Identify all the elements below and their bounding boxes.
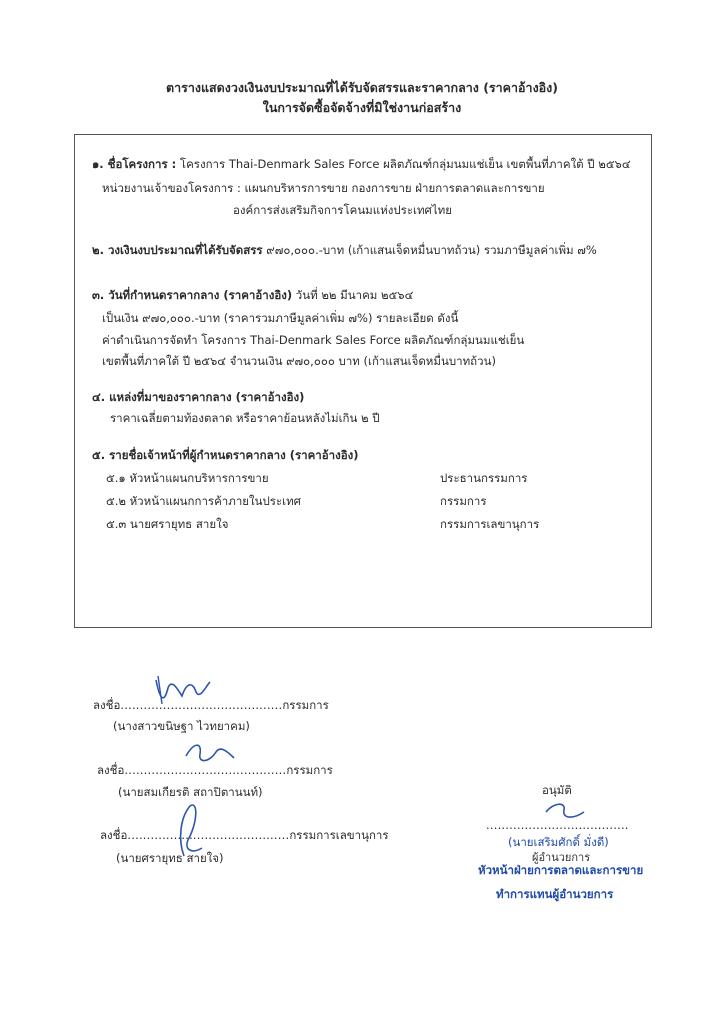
section3-line xyxy=(92,287,413,305)
member-role: ประธานกรรมการ xyxy=(440,471,528,485)
section1-unit-line1: หน่วยงานเจ้าของโครงการ : แผนกบริหารการขาย กองการขาย ฝ่ายการตลาดและการขาย xyxy=(102,181,545,195)
signature-1-prefix: ลงชื่อ xyxy=(93,698,121,712)
section1-project: โครงการ Thai-Denmark Sales Force ผลิตภัณฑ์กลุ่มนมแช่เย็น เขตพื้นที่ภาคใต้ ปี ๒๕๖๔ xyxy=(179,157,631,171)
member-role: กรรมการ xyxy=(440,494,487,508)
member-name: ๕.๒ หัวหน้าแผนกการค้าภายในประเทศ xyxy=(106,494,301,508)
section4-text: ราคาเฉลี่ยตามท้องตลาด หรือราคาย้อนหลังไม่เกิน ๒ ปี xyxy=(110,411,380,425)
section2-text: ๙๗๐,๐๐๐.-บาท (เก้าแสนเจ็ดหมื่นบาทถ้วน) รวมภาษีมูลค่าเพิ่ม ๗% xyxy=(266,243,597,257)
section2-line xyxy=(92,242,597,260)
signature-2-line xyxy=(97,762,333,780)
approval-name: (นายเสริมศักดิ์ มั่งดี) xyxy=(508,835,609,849)
section3-date: วันที่ ๒๒ มีนาคม ๒๕๖๔ xyxy=(295,288,414,302)
section4-label: ๔. แหล่งที่มาของราคากลาง (ราคาอ้างอิง) xyxy=(92,390,305,404)
section1-unit-line2: องค์การส่งเสริมกิจการโคนมแห่งประเทศไทย xyxy=(233,203,452,217)
approval-label: อนุมัติ xyxy=(542,783,572,797)
signature-1-role: กรรมการ xyxy=(282,698,329,712)
member-name: ๕.๓ นายศรายุทธ สายใจ xyxy=(106,517,229,531)
section1-label: ๑. ชื่อโครงการ : xyxy=(92,157,177,171)
signature-3-prefix: ลงชื่อ xyxy=(100,828,128,842)
signature-1-name: (นางสาวขนิษฐา ไวทยาคม) xyxy=(113,719,250,733)
signature-2-dots: .......................................... xyxy=(124,763,287,777)
approval-stamp-line2: ทำการแทนผู้อำนวยการ xyxy=(496,887,614,901)
member-name: ๕.๑ หัวหน้าแผนกบริหารการขาย xyxy=(106,471,269,485)
doc-title-line2: ในการจัดซื้อจัดจ้างที่มิใช่งานก่อสร้าง xyxy=(262,100,462,115)
signature-3-dots: .......................................... xyxy=(127,828,290,842)
signature-3-role: กรรมการเลขานุการ xyxy=(289,828,389,842)
doc-title-line1: ตารางแสดงวงเงินงบประมาณที่ได้รับจัดสรรและราคากลาง (ราคาอ้างอิง) xyxy=(166,80,558,95)
member-role: กรรมการเลขานุการ xyxy=(440,517,540,531)
approval-dots xyxy=(486,818,629,832)
signature-2-prefix: ลงชื่อ xyxy=(97,763,125,777)
signature-2-role: กรรมการ xyxy=(286,763,333,777)
signature-2-name: (นายสมเกียรติ สถาปิตานนท์) xyxy=(118,785,263,799)
section5-label: ๕. รายชื่อเจ้าหน้าที่ผู้กำหนดราคากลาง (ราคาอ้างอิง) xyxy=(92,448,359,462)
section2-label: ๒. วงเงินงบประมาณที่ได้รับจัดสรร xyxy=(92,243,263,257)
section3-line3: เขตพื้นที่ภาคใต้ ปี ๒๕๖๔ จำนวนเงิน ๙๗๐,๐๐๐ บาท (เก้าแสนเจ็ดหมื่นบาทถ้วน) xyxy=(102,354,496,368)
approval-title: ผู้อำนวยการ xyxy=(532,851,591,864)
signature-1-dots: .......................................... xyxy=(120,698,283,712)
approval-dots-text: ..................................... xyxy=(486,818,629,832)
section3-line1: เป็นเงิน ๙๗๐,๐๐๐.-บาท (ราคารวมภาษีมูลค่าเพิ่ม ๗%) รายละเอียด ดังนี้ xyxy=(102,311,459,325)
signature-1-line xyxy=(93,697,329,715)
section3-label: ๓. วันที่กำหนดราคากลาง (ราคาอ้างอิง) xyxy=(92,288,293,302)
signature-3-name: (นายศรายุทธ สายใจ) xyxy=(116,851,224,865)
signature-3-line xyxy=(100,827,389,845)
approval-stamp-line1: หัวหน้าฝ่ายการตลาดและการขาย xyxy=(478,863,644,877)
section3-line2: ค่าดำเนินการจัดทำ โครงการ Thai-Denmark Sales Force ผลิตภัณฑ์กลุ่มนมแช่เย็น xyxy=(102,333,525,347)
section1-line xyxy=(92,156,631,174)
